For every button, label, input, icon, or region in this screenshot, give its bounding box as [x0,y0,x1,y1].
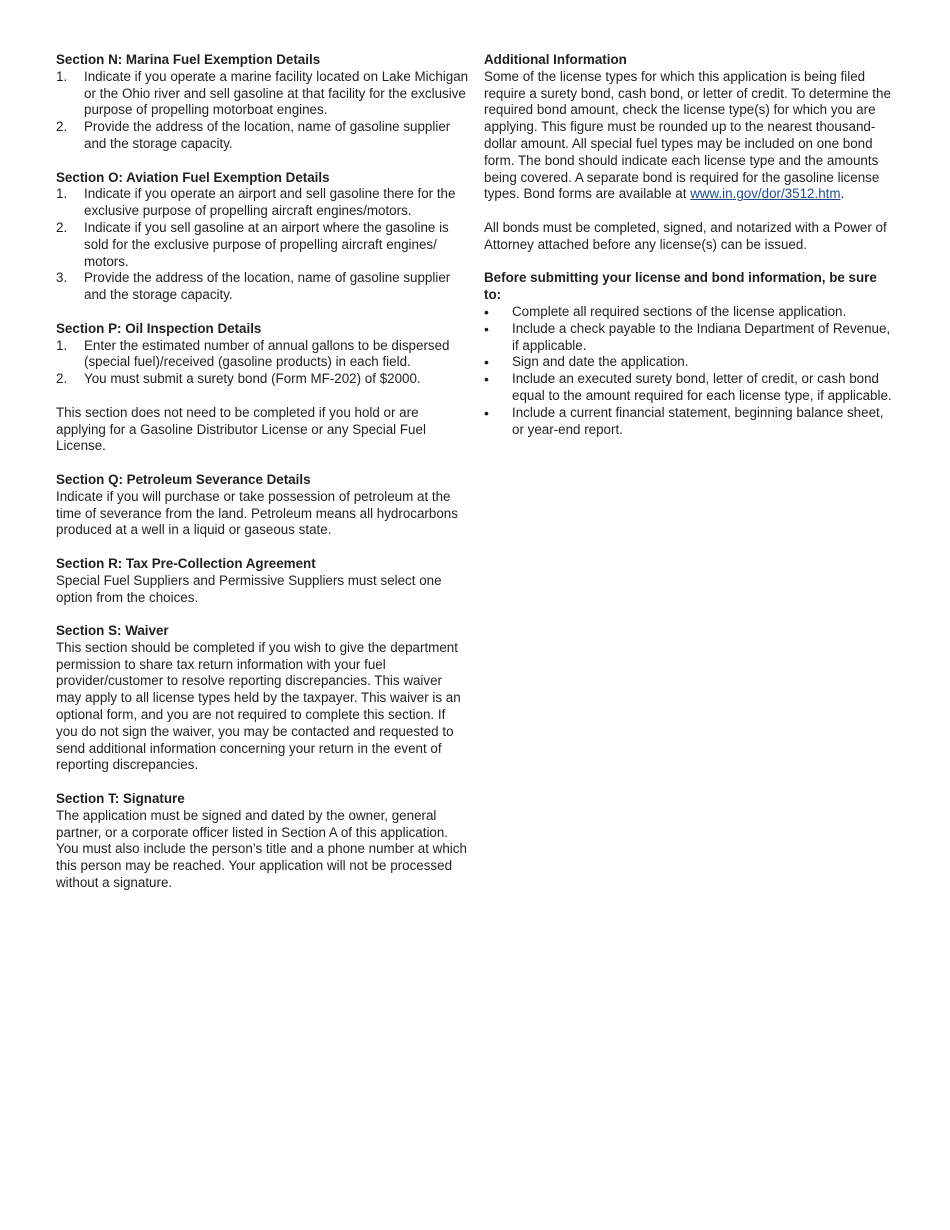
list-item-text: Provide the address of the location, name of gasoline supplier and the storage capacity. [84,119,451,151]
list-number: 2. [56,219,68,235]
bullet-icon: • [484,404,489,421]
list-item [56,270,470,304]
list-item [56,338,470,372]
additional-information-period: . [840,186,845,202]
section-n-list [56,69,470,153]
list-item [484,321,896,355]
section-s [56,623,470,774]
list-item-text: Include a current financial statement, beginning balance sheet, or year-end report. [512,404,884,437]
section-r [56,556,470,606]
list-item-text: Include an executed surety bond, letter of credit, or cash bond equal to the amount required for each license type, if applicable. [512,371,892,403]
bullet-icon: • [484,320,489,337]
bond-forms-link[interactable]: www.in.gov/dor/3512.htm [690,186,841,202]
additional-information-heading: Additional Information [484,52,627,67]
section-p-list [56,338,470,388]
list-item-text: Complete all required sections of the license application. [512,303,847,319]
section-o [56,170,470,304]
section-s-heading: Section S: Waiver [56,623,169,639]
list-item-text: Indicate if you operate a marine facility located on Lake Michigan or the Ohio river and sell gasoline at that facility for the exclusive purpose of propelling motorboat engines. [84,68,469,118]
list-item [484,405,896,439]
list-item [56,186,470,220]
section-n-heading: Section N: Marina Fuel Exemption Details [56,52,321,67]
list-item [56,69,470,119]
list-item [56,371,470,388]
section-t-heading: Section T: Signature [56,791,185,807]
list-item-text: Indicate if you operate an airport and sell gasoline there for the exclusive purpose of propelling aircraft engines/motors. [84,186,456,219]
section-p [56,321,470,455]
bullet-icon: • [484,354,489,371]
list-item [56,119,470,153]
section-r-body: Special Fuel Suppliers and Permissive Suppliers must select one option from the choices. [56,572,442,605]
bullet-icon: • [484,371,489,388]
section-q-body: Indicate if you will purchase or take possession of petroleum at the time of severance from the land. Petroleum means all hydrocarbons produced at a well in a liquid or gaseous state. [56,488,458,538]
list-item [484,304,896,321]
section-s-body: This section should be completed if you wish to give the department permission to share tax return information with your fuel provider/customer to resolve reporting discrepancies. This waiver may apply to all license types held by the taxpayer. This waiver is an optional form, and you are not required to complete this section. If you do not sign the waiver, you may be contacted and requested to send additional information concerning your return in the event of reporting discrepancies. [56,639,461,773]
additional-information-body [484,69,896,203]
section-o-list [56,186,470,304]
submission-checklist [484,270,896,438]
list-item-text: Include a check payable to the Indiana Department of Revenue, if applicable. [512,320,891,353]
section-t-body: The application must be signed and dated by the owner, general partner, or a corporate officer listed in Section A of this application. You must also include the person’s title and a phone number at which this person may be reached. Your application will not be processed without a signature. [56,807,467,891]
bullet-icon: • [484,303,489,320]
checklist-list [484,304,896,438]
left-column [56,52,470,909]
checklist-heading: Before submitting your license and bond information, be sure to: [484,270,877,303]
list-item [484,371,896,405]
section-q-heading: Section Q: Petroleum Severance Details [56,471,311,487]
list-item [56,220,470,270]
list-item-text: Provide the address of the location, name of gasoline supplier and the storage capacity. [84,270,451,303]
section-t [56,791,470,892]
section-p-heading: Section P: Oil Inspection Details [56,320,262,336]
list-number: 1. [56,186,68,202]
list-number: 2. [56,119,68,135]
section-n [56,52,470,153]
list-number: 1. [56,68,68,84]
list-item [484,354,896,371]
additional-information [484,52,896,254]
additional-information-text: Some of the license types for which this application is being filed require a surety bond, cash bond, or letter of credit. To determine the required bond amount, check the license type(s) for which you are applying. This figure must be rounded up to the nearest thousand-dollar amount. All special fuel types may be included on one bond form. The bond should indicate each license type and the amounts being covered. A separate bond is required for the gasoline license types. Bond forms are available at [484,68,891,202]
list-item-text: Enter the estimated number of annual gallons to be dispersed (special fuel)/received (gasoline products) in each field. [84,337,450,370]
list-number: 2. [56,371,68,387]
right-column [484,52,896,455]
section-o-heading: Section O: Aviation Fuel Exemption Details [56,169,330,185]
list-item-text: Indicate if you sell gasoline at an airport where the gasoline is sold for the exclusive purpose of propelling aircraft engines/ motors. [84,219,449,269]
list-item-text: You must submit a surety bond (Form MF-202) of $2000. [84,371,421,387]
section-q [56,472,470,539]
section-p-note: This section does not need to be completed if you hold or are applying for a Gasoline Distributor License or any Special Fuel License. [56,404,426,454]
list-number: 1. [56,337,68,353]
list-item-text: Sign and date the application. [512,354,689,370]
list-number: 3. [56,270,68,286]
section-r-heading: Section R: Tax Pre-Collection Agreement [56,555,316,571]
bonds-note: All bonds must be completed, signed, and notarized with a Power of Attorney attached before any license(s) can be issued. [484,219,887,252]
